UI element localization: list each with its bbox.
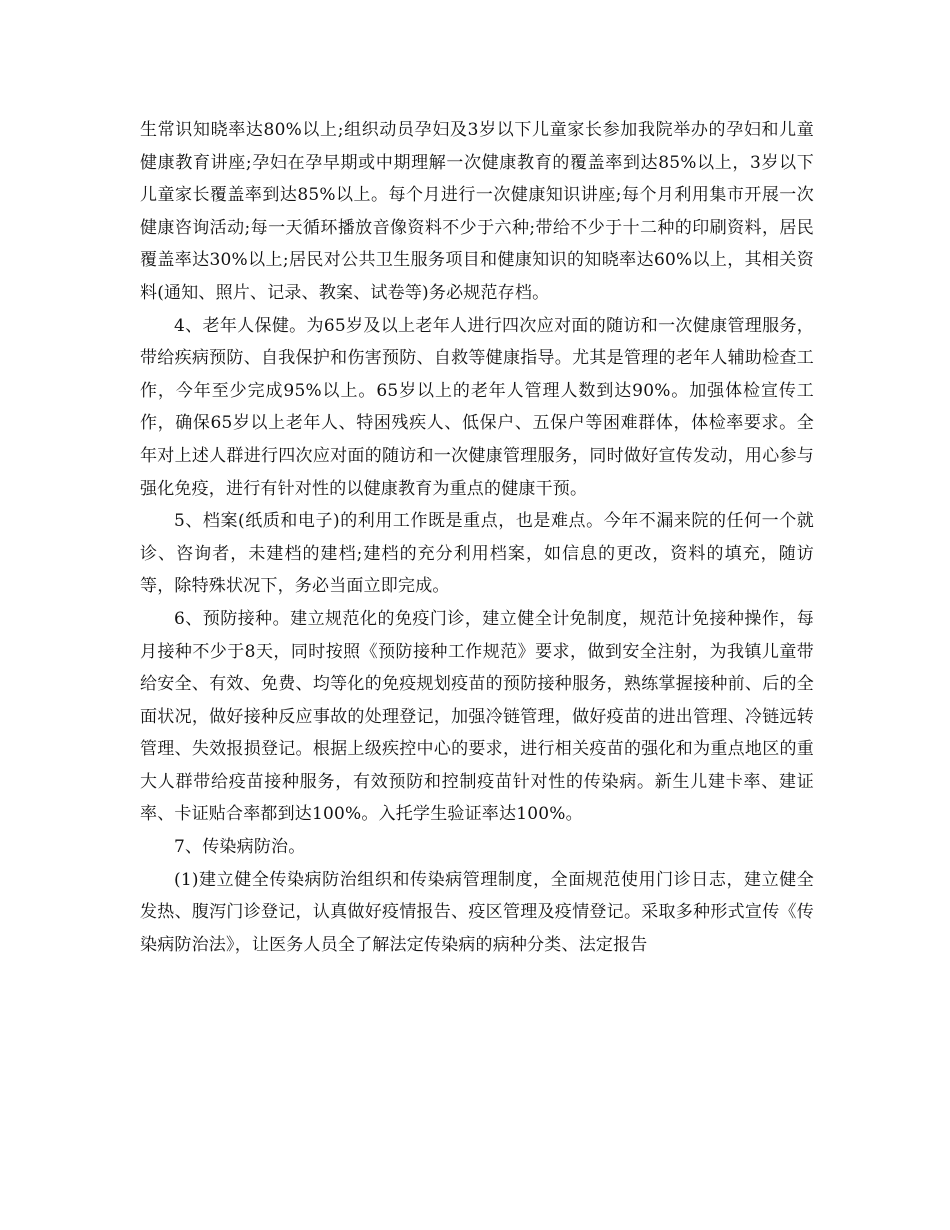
paragraph-infectious-1: (1)建立健全传染病防治组织和传染病管理制度，全面规范使用门诊日志，建立健全发热、腹泻门诊登记，认真做好疫情报告、疫区管理及疫情登记。采取多种形式宣传《传染病防治法》，让医务人员全了解法定传染病的病种分类、法定报告 [140, 869, 814, 955]
document-body [140, 114, 814, 961]
paragraph-infectious-heading: 7、传染病防治。 [174, 837, 306, 858]
paragraph-vaccination: 6、预防接种。建立规范化的免疫门诊，建立健全计免制度，规范计免接种操作，每月接种不少于8天，同时按照《预防接种工作规范》要求，做到安全注射，为我镇儿童带给安全、有效、免费、均等化的免疫规划疫苗的预防接种服务，熟练掌握接种前、后的全面状况，做好接种反应事故的处理登记，加强冷链管理，做好疫苗的进出管理、冷链远转管理、失效报损登记。根据上级疾控中心的要求，进行相关疫苗的强化和为重点地区的重大人群带给疫苗接种服务，有效预防和控制疫苗针对性的传染病。新生儿建卡率、建证率、卡证贴合率都到达100%。入托学生验证率达100%。 [140, 608, 814, 825]
paragraph-records: 5、档案(纸质和电子)的利用工作既是重点，也是难点。今年不漏来院的任何一个就诊、咨询者，未建档的建档;建档的充分利用档案，如信息的更改，资料的填充，随访等，除特殊状况下，务必当面立即完成。 [140, 511, 814, 597]
paragraph-elderly-care: 4、老年人保健。为65岁及以上老年人进行四次应对面的随访和一次健康管理服务，带给疾病预防、自我保护和伤害预防、自救等健康指导。尤其是管理的老年人辅助检查工作，今年至少完成95%以上。65岁以上的老年人管理人数到达90%。加强体检宣传工作，确保65岁以上老年人、特困残疾人、低保户、五保户等困难群体，体检率要求。全年对上述人群进行四次应对面的随访和一次健康管理服务，同时做好宣传发动，用心参与强化免疫，进行有针对性的以健康教育为重点的健康干预。 [140, 315, 814, 499]
paragraph-continuation: 生常识知晓率达80%以上;组织动员孕妇及3岁以下儿童家长参加我院举办的孕妇和儿童健康教育讲座;孕妇在孕早期或中期理解一次健康教育的覆盖率到达85%以上，3岁以下儿童家长覆盖率到达85%以上。每个月进行一次健康知识讲座;每个月利用集市开展一次健康咨询活动;每一天循环播放音像资料不少于六种;带给不少于十二种的印刷资料，居民覆盖率达30%以上;居民对公共卫生服务项目和健康知识的知晓率达60%以上，其相关资料(通知、照片、记录、教案、试卷等)务必规范存档。 [140, 120, 814, 303]
